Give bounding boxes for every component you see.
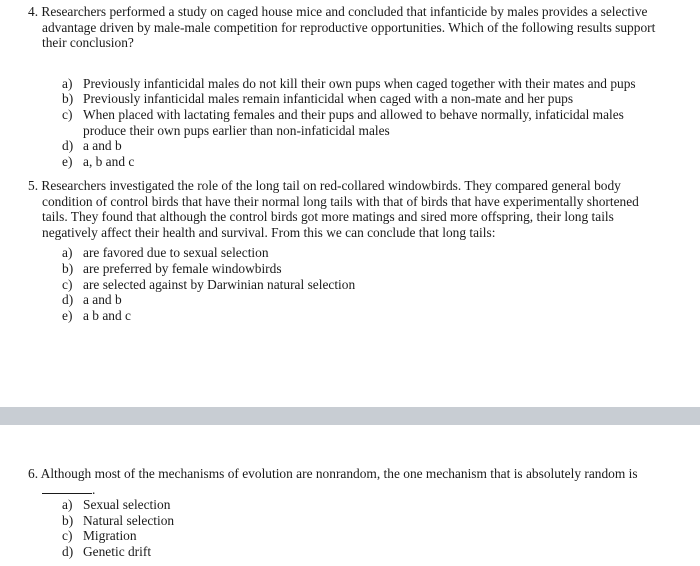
option-letter: d) [62, 543, 74, 559]
question-5-option-d [42, 292, 660, 308]
question-6-option-d [42, 544, 660, 560]
answer-blank [42, 482, 92, 494]
question-5-options [42, 245, 660, 323]
question-4-option-e [42, 154, 660, 170]
option-text: Sexual selection [83, 497, 171, 513]
question-5-option-c [42, 277, 660, 293]
option-letter: b) [62, 512, 74, 528]
question-6-option-c [42, 528, 660, 544]
question-5-option-e [42, 308, 660, 324]
option-text: When placed with lactating females and their pups and allowed to behave normally, infaticidal males produce their own pups earlier than non-infaticidal males [83, 106, 624, 138]
question-6-text-end: . [92, 481, 96, 497]
question-6-option-a [42, 497, 660, 513]
option-letter: c) [62, 528, 73, 544]
question-4-option-c [42, 107, 660, 138]
question-5-option-a [42, 245, 660, 261]
option-text: Migration [83, 528, 137, 544]
question-4-number: 4. [28, 4, 39, 19]
question-5-stem [28, 178, 660, 240]
option-text: Previously infanticidal males do not kill their own pups when caged together with their mates and pups [83, 75, 636, 91]
option-text: Previously infanticidal males remain infanticidal when caged with a non-mate and her pups [83, 91, 574, 107]
question-6-option-b [42, 513, 660, 529]
option-letter: a) [62, 245, 73, 261]
option-letter: e) [62, 307, 73, 323]
question-6-text: Although most of the mechanisms of evolution are nonrandom, the one mechanism that is absolutely random is [40, 466, 638, 481]
page-divider [0, 407, 700, 425]
option-text: are favored due to sexual selection [83, 245, 269, 261]
option-letter: a) [62, 75, 73, 91]
question-4-option-a [42, 76, 660, 92]
option-letter: c) [62, 276, 73, 292]
question-4 [28, 4, 660, 169]
option-text: Natural selection [83, 512, 175, 528]
option-text: a b and c [83, 307, 131, 323]
option-text: a and b [83, 292, 122, 308]
question-5-option-b [42, 261, 660, 277]
option-letter: d) [62, 292, 74, 308]
question-4-stem [28, 4, 660, 51]
option-letter: c) [62, 106, 73, 122]
question-4-option-d [42, 138, 660, 154]
question-5-text: Researchers investigated the role of the long tail on red-collared windowbirds. They compared general body condition of control birds that have their normal long tails with that of birds that have experimentally shortened tails. They found that although the control birds got more matings and sired more offspring, their long tails negatively affect their health and survival. From this we can conclude that long tails: [41, 178, 639, 240]
question-4-options [42, 76, 660, 170]
option-letter: b) [62, 260, 74, 276]
option-letter: a) [62, 497, 73, 513]
question-4-option-b [42, 91, 660, 107]
option-text: are selected against by Darwinian natural selection [83, 276, 356, 292]
question-5 [28, 178, 660, 323]
option-text: a and b [83, 138, 122, 154]
option-text: a, b and c [83, 153, 135, 169]
question-6-options [42, 497, 660, 559]
question-6 [28, 466, 660, 560]
question-5-number: 5. [28, 178, 39, 193]
option-letter: d) [62, 138, 74, 154]
option-text: are preferred by female windowbirds [83, 260, 282, 276]
option-letter: e) [62, 153, 73, 169]
question-4-text: Researchers performed a study on caged house mice and concluded that infanticide by males provides a selective advantage driven by male-male competition for reproductive opportunities. Which of the following results support their conclusion? [41, 4, 656, 51]
question-6-number: 6. [28, 466, 39, 481]
option-letter: b) [62, 91, 74, 107]
option-text: Genetic drift [83, 543, 152, 559]
question-6-stem [28, 466, 660, 497]
